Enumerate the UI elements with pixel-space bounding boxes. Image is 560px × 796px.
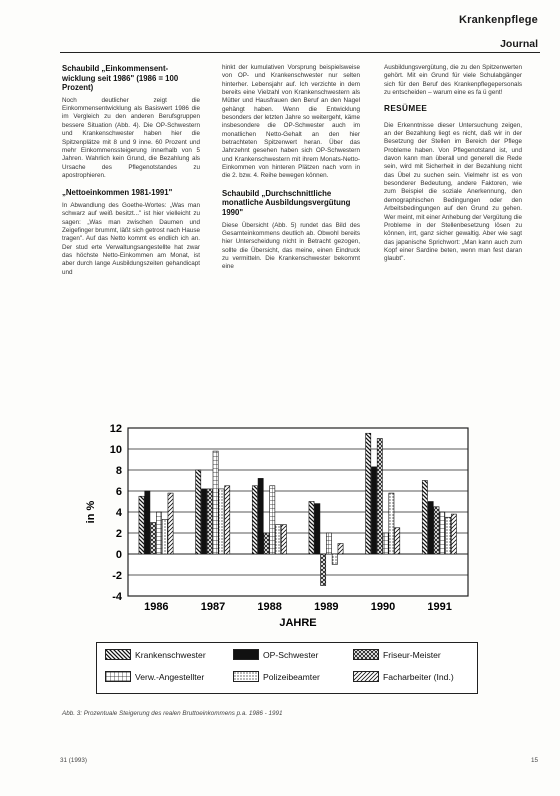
- legend-item: [105, 649, 206, 660]
- y-tick-label: 4: [115, 507, 122, 519]
- legend-swatch-pattern: [354, 672, 378, 681]
- paragraph: Noch deutlicher zeigt die Einkommensentwicklung als Basiswert 1986 die im Vergleich zu den anderen Berufsgruppen bessere Situation (Abb. 4). Die OP-Schwestern und Krankenschwester haben hier die Spitzenplätze mit 8 und 9 inne. 60 Prozent und mehr Einkommenssteigerung innerhalb von 5 Jahren. Wahrlich kein Grund, die Bezahlung als Ursache des Pflegenotstandes zu apostrophieren.: [62, 96, 200, 179]
- legend-label: Facharbeiter (Ind.): [383, 671, 454, 682]
- bar: [321, 554, 326, 586]
- legend-swatch: [353, 649, 379, 660]
- column-1: [62, 64, 200, 285]
- chart-legend: [96, 642, 478, 694]
- legend-swatch: [233, 671, 259, 682]
- x-tick-label: 1987: [200, 601, 226, 613]
- subsection-title: Journal: [500, 38, 538, 50]
- x-tick-label: 1990: [370, 601, 396, 613]
- y-tick-label: 12: [109, 424, 122, 435]
- bar: [275, 525, 280, 554]
- bar: [196, 470, 201, 554]
- bar: [201, 489, 206, 554]
- x-tick-label: 1989: [314, 601, 339, 613]
- header-rule: [60, 52, 540, 53]
- column-3: [384, 64, 522, 272]
- legend-label: OP-Schwester: [263, 649, 319, 660]
- paragraph: hinkt der kumulativen Vorsprung beispielsweise von OP- und Krankenschwester nur selten hinterher. Lebensjahr auf. Ich verzichte in dem bereits eine Vielzahl von Krankenschwestern als Mütter und Hausfrauen den Beruf an den Nagel gehängt haben. Wenn die Entwicklung besonders der letzten Jahre so weitergeht, käme insbesondere die OP-Schwester auch im monatlichen Netto-Gehalt an den hier betrachteten Spitzenwert heran. Über das Jahrzehnt gesehen haben sich OP-Schwestern und Krankenschwestern mit ihrem Monats-Netto-Einkommen von hinteren Plätzen nach vorn in die 2. bzw. 4. Reihe bewegen können.: [222, 64, 360, 180]
- bar: [139, 496, 144, 554]
- legend-item: [233, 671, 320, 682]
- legend-swatch-pattern: [234, 672, 258, 681]
- y-tick-label: -2: [112, 570, 122, 582]
- legend-swatch: [105, 671, 131, 682]
- bar: [156, 512, 161, 554]
- legend-item: [233, 649, 318, 660]
- bar: [389, 493, 394, 554]
- bar: [145, 491, 150, 554]
- y-tick-label: -4: [112, 591, 122, 603]
- bar: [258, 478, 263, 554]
- paragraph: In Abwandlung des Goethe-Wortes: „Was man schwarz auf weiß besitzt..." ist hier vielleicht zu sagen: „Was man zwischen Daumen und Zeigefinger brummt, läßt sich getrost nach Hause tragen". Auf das Netto kommt es endlich ich an. Der stud erte Verwaltungsangestellte hat zwar das höchste Netto-Einkommen am Monat, ist aber durch lange Ausbildungszeiten gehandicapt und: [62, 201, 200, 276]
- bar: [281, 525, 286, 554]
- y-axis-label: in %: [85, 500, 97, 524]
- bar: [225, 486, 230, 554]
- y-tick-label: 2: [115, 528, 122, 540]
- paragraph: Diese Übersicht (Abb. 5) rundet das Bild des Gesamteinkommens deutlich ab. Obwohl bereits hier Unterscheidung nicht in Betracht gezogen, sollte die Übersicht, das meine, einen Eindruck zu vermitteln. Die Krankenschwester bekommt eine: [222, 221, 360, 271]
- legend-item: [353, 671, 454, 682]
- heading-net-income: „Nettoeinkommen 1981-1991": [62, 188, 173, 198]
- legend-item: [105, 671, 204, 682]
- bar: [270, 486, 275, 554]
- page-number: 15: [530, 757, 538, 764]
- bar: [451, 514, 456, 554]
- bar: [338, 544, 343, 555]
- y-tick-label: 8: [115, 465, 122, 477]
- y-tick-label: 10: [109, 444, 122, 456]
- bar: [377, 439, 382, 555]
- bar: [162, 519, 167, 554]
- bar: [309, 502, 314, 555]
- paragraph: Ausbildungsvergütung, die zu den Spitzenwerten gehört. Mit ein Grund für viele Schulabgänger sich für den Beruf des Krankenpflegepersonals zu entscheiden – warum eine es fa ü gent!: [384, 64, 522, 97]
- legend-swatch-pattern: [354, 650, 378, 659]
- bar: [326, 533, 331, 554]
- bar: [366, 433, 371, 554]
- bar: [168, 493, 173, 554]
- x-tick-label: 1988: [257, 601, 282, 613]
- y-tick-label: 0: [115, 549, 122, 561]
- legend-label: Verw.-Angestellter: [135, 671, 205, 682]
- bar: [434, 507, 439, 554]
- bar: [219, 489, 224, 554]
- paragraph: Die Erkenntnisse dieser Untersuchung zeigen, an der Bezahlung liegt es nicht, daß wir in der Besetzung der Stellen im Bereich der Pflege Probleme haben. Von Pflegenotstand ist, und davon kann man überall und generell die Rede sein, wird mit Sicherheit in der Bezahlung nicht das Übel zu suchen sein. Vielmehr ist es von besonderer Bedeutung, andere Faktoren, wie zum Beispiel die soziale Anerkennung, den demographischen Bedingungen oder den Arbeitsbedingungen auf den Grund zu gehen. Wer meint, mit einer Anhebung der Vergütung die Probleme in der Stellenbesetzung lösen zu können, irrt, ganz sicher gewaltig. Aber wie sagt das japanische Sprichwort: „Man kann auch zum Kopf einer Sardine beten, wenn man fest daran glaubt".: [384, 121, 522, 263]
- legend-swatch: [105, 649, 131, 660]
- legend-swatch-pattern: [234, 650, 258, 659]
- bar: [395, 528, 400, 554]
- bar: [213, 451, 218, 554]
- y-tick-label: 6: [115, 486, 122, 498]
- bar: [207, 489, 212, 554]
- bar: [445, 517, 450, 554]
- heading-summary: RESÜMEE: [384, 104, 428, 114]
- issue-number: 31 (1993): [60, 757, 87, 764]
- legend-label: Friseur-Meister: [383, 649, 441, 660]
- bar: [440, 512, 445, 554]
- legend-label: Polizeibeamter: [263, 671, 320, 682]
- figure-caption: Abb. 3: Prozentuale Steigerung des realen Bruttoeinkommens p.a. 1986 - 1991: [62, 710, 283, 717]
- bar: [371, 467, 376, 554]
- column-2: [222, 64, 360, 280]
- bar: [428, 502, 433, 555]
- bar: [383, 533, 388, 554]
- bar: [332, 554, 337, 565]
- legend-swatch: [233, 649, 259, 660]
- section-title: Krankenpflege: [458, 14, 538, 26]
- legend-swatch-pattern: [106, 650, 130, 659]
- legend-item: [353, 649, 441, 660]
- bar-chart: [80, 424, 480, 636]
- bar: [264, 533, 269, 554]
- heading-income-development: Schaubild „Einkommensent-wicklung seit 1986" (1986 = 100 Prozent): [62, 64, 179, 93]
- heading-training-pay: Schaubild „Durchschnittliche monatliche Ausbildungsvergütung 1990": [222, 188, 351, 217]
- bar: [252, 486, 257, 554]
- x-tick-label: 1986: [144, 601, 169, 613]
- legend-swatch-pattern: [106, 672, 130, 681]
- legend-swatch: [353, 671, 379, 682]
- legend-label: Krankenschwester: [135, 649, 206, 660]
- bar: [315, 504, 320, 554]
- bar: [422, 481, 427, 555]
- x-axis-label: JAHRE: [279, 617, 317, 629]
- x-tick-label: 1991: [427, 601, 452, 613]
- bar: [151, 523, 156, 555]
